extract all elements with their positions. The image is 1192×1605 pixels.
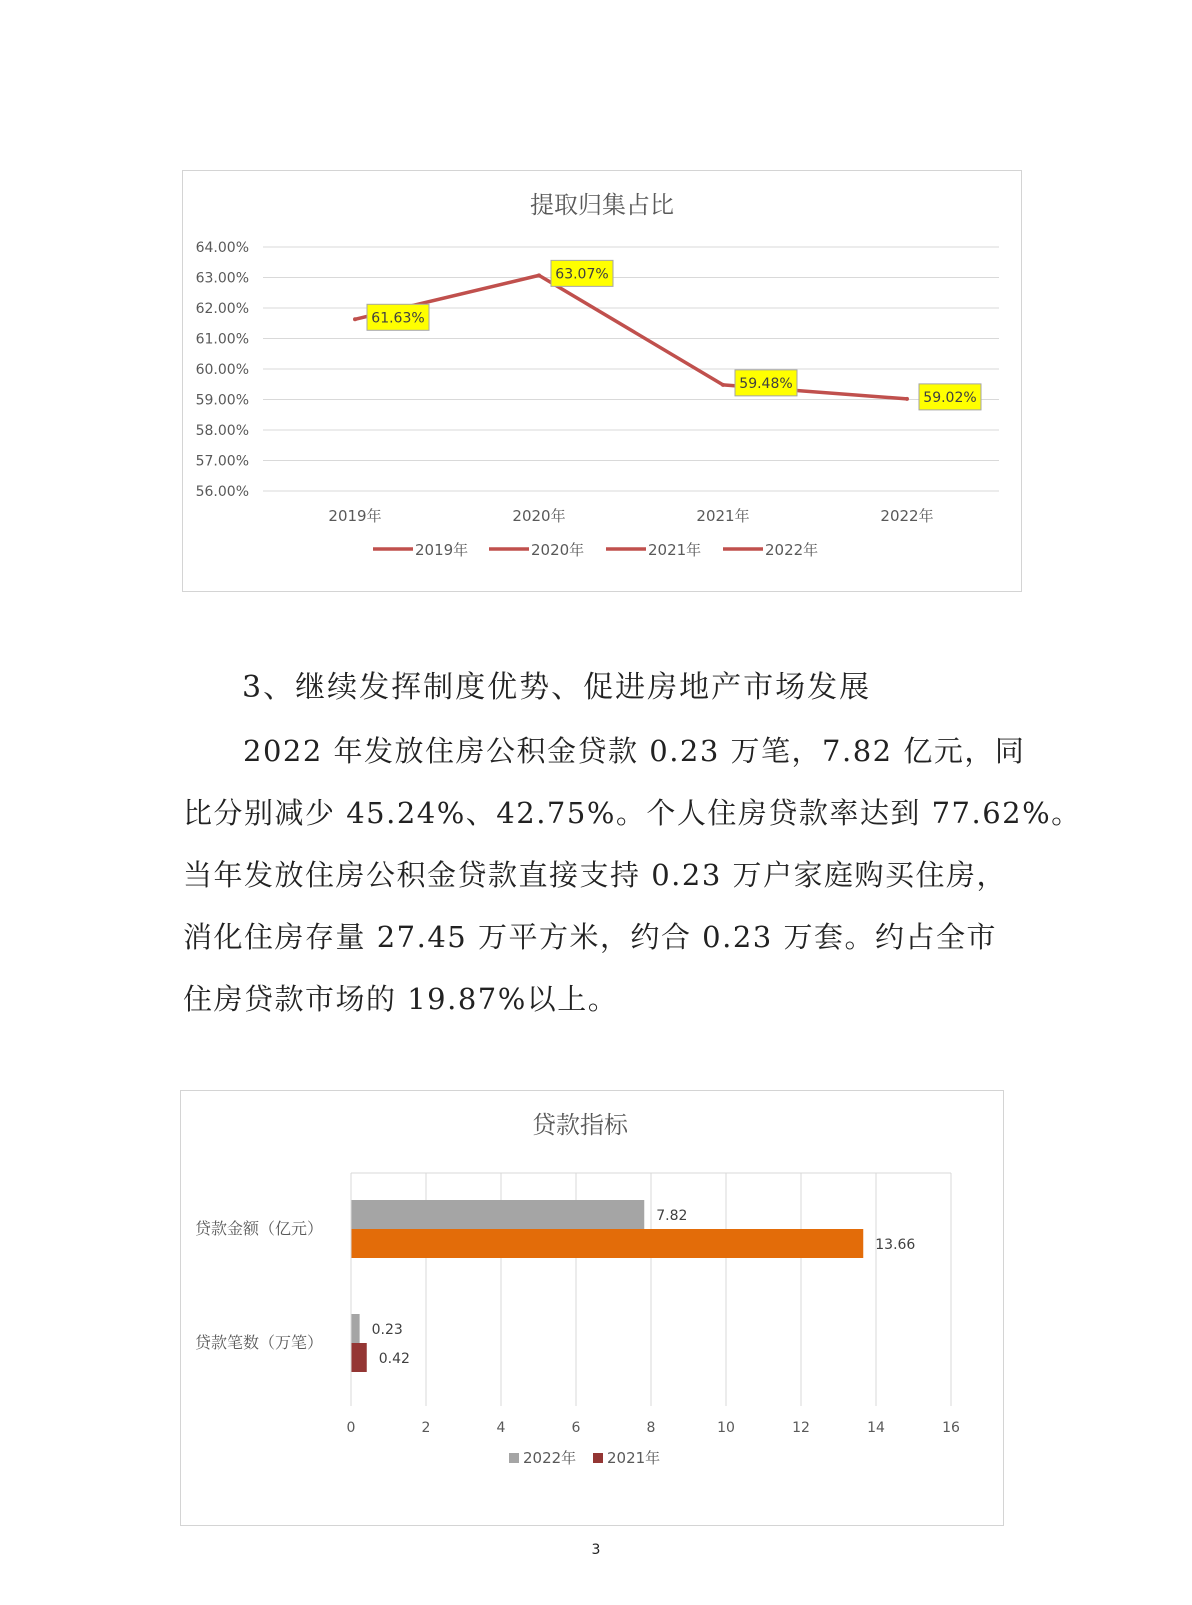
legend-label: 2020年 [531,541,585,559]
data-label: 63.07% [555,266,609,283]
legend-label: 2022年 [765,541,819,559]
legend-label: 2022年 [523,1449,577,1467]
x-tick-label: 12 [792,1420,810,1436]
x-tick-label: 2021年 [696,507,750,525]
series-line [355,275,907,399]
legend-swatch [593,1453,603,1463]
bar-2021 [351,1343,367,1372]
x-tick-label: 14 [867,1420,885,1436]
data-point [537,273,541,277]
y-tick-label: 59.00% [195,392,249,409]
bar-value-label: 13.66 [875,1237,916,1253]
data-point [721,383,725,387]
x-tick-label: 2020年 [512,507,566,525]
data-label: 59.02% [923,389,977,406]
y-tick-label: 58.00% [195,423,249,439]
bar-2022 [351,1314,360,1343]
x-tick-label: 10 [717,1420,735,1436]
x-tick-label: 16 [942,1420,960,1436]
bar-value-label: 7.82 [656,1208,688,1224]
category-label: 贷款笔数（万笔） [195,1333,324,1352]
bar-value-label: 0.23 [371,1322,403,1338]
y-tick-label: 56.00% [195,484,249,500]
bar-2022 [351,1200,644,1229]
y-tick-label: 62.00% [195,301,249,317]
data-point [353,317,357,321]
withdrawal-ratio-chart-svg [183,171,1021,591]
category-label: 贷款金额（亿元） [195,1219,324,1238]
y-tick-label: 57.00% [195,453,249,470]
x-tick-label: 2019年 [328,507,382,525]
bar-2021 [351,1229,863,1258]
y-tick-label: 61.00% [195,331,249,348]
paragraph-line: 2022 年发放住房公积金贷款 0.23 万笔，7.82 亿元，同 [243,734,1026,768]
paragraph-line: 当年发放住房公积金贷款直接支持 0.23 万户家庭购买住房， [183,858,1008,892]
paragraph-line: 比分别减少 45.24%、42.75%。个人住房贷款率达到 77.62%。 [183,796,1082,830]
y-tick-label: 64.00% [195,240,249,256]
x-tick-label: 0 [346,1420,356,1436]
data-label: 59.48% [739,375,793,392]
x-tick-label: 2022年 [880,507,934,525]
legend-label: 2019年 [415,541,469,559]
x-tick-label: 8 [646,1420,656,1436]
loan-indicators-chart [180,1090,1004,1526]
section-heading: 3、继续发挥制度优势、促进房地产市场发展 [242,670,872,705]
x-tick-label: 2 [421,1420,431,1436]
chart-title: 提取归集占比 [530,191,674,219]
bar-value-label: 0.42 [378,1351,410,1367]
chart-title: 贷款指标 [532,1111,628,1139]
x-tick-label: 6 [571,1420,581,1436]
legend-label: 2021年 [607,1449,661,1467]
x-tick-label: 4 [496,1420,506,1436]
y-tick-label: 63.00% [195,270,249,287]
paragraph-line: 住房贷款市场的 19.87%以上。 [183,982,619,1016]
y-tick-label: 60.00% [195,362,249,378]
loan-paragraph [183,720,1082,1030]
legend-label: 2021年 [648,541,702,559]
legend-swatch [509,1453,519,1463]
withdrawal-ratio-chart [182,170,1022,592]
data-point [905,397,909,401]
paragraph-line: 消化住房存量 27.45 万平方米，约合 0.23 万套。约占全市 [183,920,997,954]
loan-indicators-chart-svg [181,1091,1003,1525]
page-number: 3 [591,1542,601,1558]
data-label: 61.63% [371,310,425,327]
